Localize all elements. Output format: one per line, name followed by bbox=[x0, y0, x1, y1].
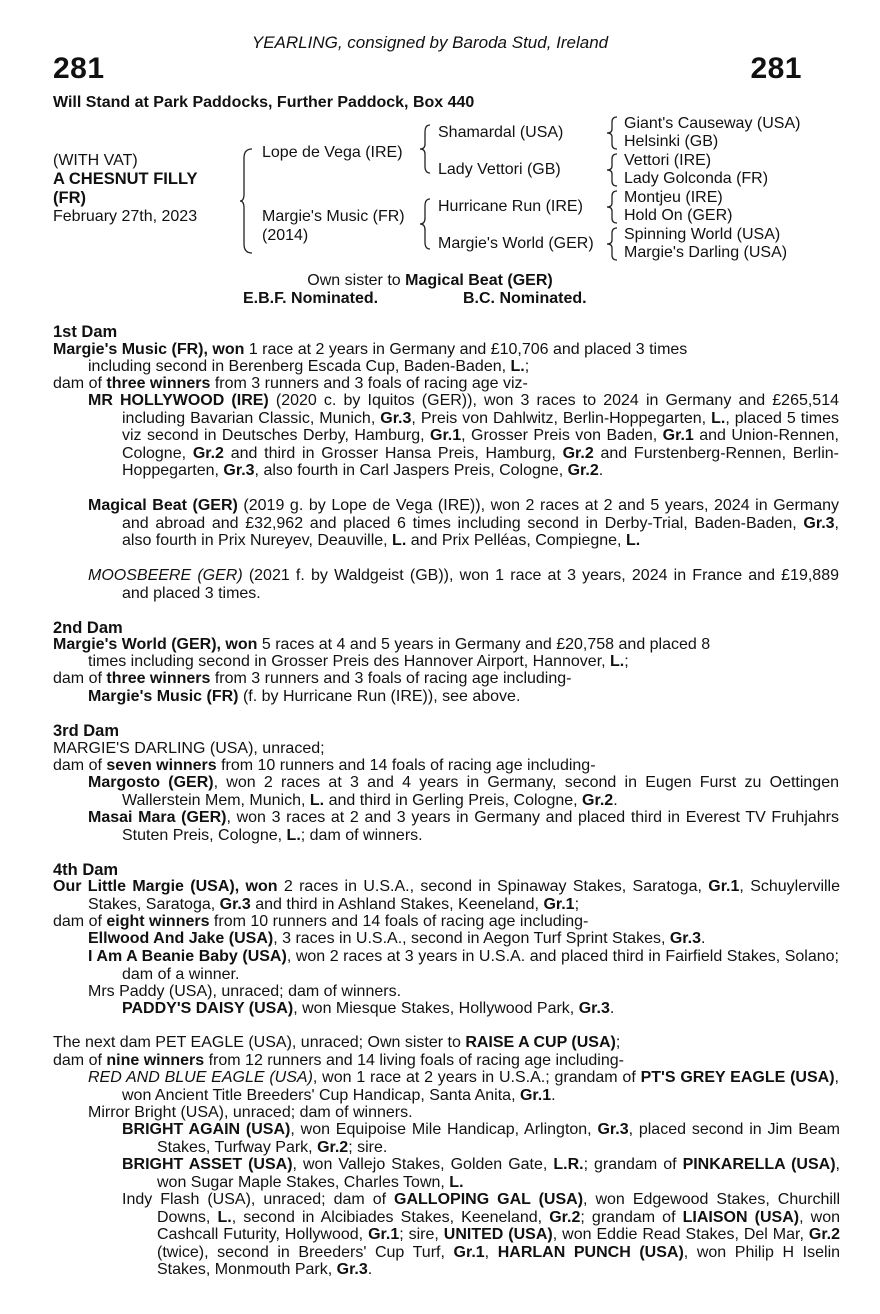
next-dam-produce-summary: dam of nine winners from 12 runners and 14 living foals of racing age including- bbox=[53, 1052, 624, 1069]
pedigree-brace-sd bbox=[607, 153, 619, 187]
dam-sire: Hurricane Run (IRE) bbox=[438, 198, 583, 215]
sire-dam: Lady Vettori (GB) bbox=[438, 161, 561, 178]
ped-dsd: Hold On (GER) bbox=[624, 207, 733, 224]
fourth-dam-produce-summary: dam of eight winners from 10 runners and 14 foals of racing age including- bbox=[53, 913, 589, 930]
fourth-dam-line: Our Little Margie (USA), won 2 races in U.S.A., second in Spinaway Stakes, Saratoga, Gr.1, Schuylerville Stakes, Saratoga, Gr.3 and third in Ashland Stakes, Keeneland, Gr.1; bbox=[53, 878, 841, 913]
ebf-note: E.B.F. Nominated. bbox=[243, 290, 379, 307]
produce-mirror-bright: Mirror Bright (USA), unraced; dam of winners. bbox=[88, 1104, 413, 1121]
consignor-line: YEARLING, consigned by Baroda Stud, Ireland bbox=[251, 33, 609, 52]
pedigree-brace-ds bbox=[607, 190, 619, 224]
produce-margosto: Margosto (GER), won 2 races at 3 and 4 years in Germany, second in Eugen Furst zu Oettingen Wallerstein Mem, Munich, L. and third in Gerling Preis, Cologne, Gr.2. bbox=[88, 774, 840, 809]
third-dam-produce-summary: dam of seven winners from 10 runners and 14 foals of racing age including- bbox=[53, 757, 596, 774]
next-dam-line: The next dam PET EAGLE (USA), unraced; Own sister to RAISE A CUP (USA); bbox=[53, 1034, 621, 1051]
fourth-dam-heading: 4th Dam bbox=[53, 861, 119, 879]
produce-masai-mara: Masai Mara (GER), won 3 races at 2 and 3 years in Germany and placed third in Everest TV Fruhjahrs Stuten Preis, Cologne, L.; dam of winners. bbox=[88, 809, 840, 844]
dam-dam: Margie's World (GER) bbox=[438, 235, 594, 252]
first-dam-produce-summary: dam of three winners from 3 runners and 3 foals of racing age viz- bbox=[53, 375, 528, 392]
produce-bright-again: BRIGHT AGAIN (USA), won Equipoise Mile Handicap, Arlington, Gr.3, placed second in Jim Beam Stakes, Turfway Park, Gr.2; sire. bbox=[122, 1121, 841, 1156]
produce-i-am-a-beanie-baby: I Am A Beanie Baby (USA), won 2 races at 3 years in U.S.A. and placed third in Fairfield Stakes, Solano; dam of a winner. bbox=[88, 948, 839, 983]
produce-paddys-daisy: PADDY'S DAISY (USA), won Miesque Stakes, Hollywood Park, Gr.3. bbox=[122, 1000, 615, 1017]
ped-dds: Spinning World (USA) bbox=[624, 226, 781, 243]
pedigree-brace-main bbox=[240, 148, 254, 254]
pedigree-brace-dd bbox=[607, 227, 619, 261]
lot-number-right: 281 bbox=[750, 52, 802, 85]
produce-bright-asset: BRIGHT ASSET (USA), won Vallejo Stakes, Golden Gate, L.R.; grandam of PINKARELLA (USA), won Sugar Maple Stakes, Charles Town, L. bbox=[122, 1156, 840, 1191]
pedigree-brace-ss bbox=[607, 116, 619, 150]
ped-ddd: Margie's Darling (USA) bbox=[624, 244, 788, 261]
sire-name: Lope de Vega (IRE) bbox=[262, 144, 403, 161]
produce-mrs-paddy: Mrs Paddy (USA), unraced; dam of winners. bbox=[88, 983, 402, 1000]
sire-sire: Shamardal (USA) bbox=[438, 124, 564, 141]
horse-name-country: (FR) bbox=[53, 189, 86, 207]
ped-ssd: Helsinki (GB) bbox=[624, 133, 719, 150]
produce-margies-music: Margie's Music (FR) (f. by Hurricane Run (IRE)), see above. bbox=[88, 688, 521, 705]
produce-ellwood-and-jake: Ellwood And Jake (USA), 3 races in U.S.A., second in Aegon Turf Sprint Stakes, Gr.3. bbox=[88, 930, 706, 947]
ped-dss: Montjeu (IRE) bbox=[624, 189, 723, 206]
pedigree-brace-dam bbox=[420, 198, 432, 250]
second-dam-line: Margie's World (GER), won 5 races at 4 and 5 years in Germany and £20,758 and placed 8 bbox=[53, 636, 711, 653]
foaling-date: February 27th, 2023 bbox=[53, 208, 198, 225]
first-dam-heading: 1st Dam bbox=[53, 323, 118, 341]
ped-sds: Vettori (IRE) bbox=[624, 152, 712, 169]
first-dam-line: Margie's Music (FR), won 1 race at 2 years in Germany and £10,706 and placed 3 times bbox=[53, 341, 688, 358]
produce-mr-hollywood: MR HOLLYWOOD (IRE) (2020 c. by Iquitos (GER)), won 3 races to 2024 in Germany and £265,514 including Bavarian Classic, Munich, Gr.3, Preis von Dahlwitz, Berlin-Hoppegarten, L., placed 5 times viz second in Deutsches Derby, Hamburg, Gr.1, Grosser Preis von Baden, Gr.1 and Union-Rennen, Cologne, Gr.2 and third in Grosser Hansa Preis, Hamburg, Gr.2 and Furstenberg-Rennen, Berlin-Hoppegarten, Gr.3, also fourth in Carl Jaspers Preis, Cologne, Gr.2. bbox=[88, 392, 840, 479]
dam-year: (2014) bbox=[262, 227, 309, 244]
second-dam-heading: 2nd Dam bbox=[53, 619, 123, 637]
produce-magical-beat: Magical Beat (GER) (2019 g. by Lope de Vega (IRE)), won 2 races at 2 and 5 years, 2024 in Germany and abroad and £32,962 and placed 6 times including second in Derby-Trial, Baden-Baden, Gr.3, also fourth in Prix Nureyev, Deauville, L. and Prix Pelléas, Compiegne, L. bbox=[88, 497, 840, 549]
second-dam-produce-summary: dam of three winners from 3 runners and 3 foals of racing age including- bbox=[53, 670, 572, 687]
second-dam-line2: times including second in Grosser Preis des Hannover Airport, Hannover, L.; bbox=[88, 653, 629, 670]
third-dam-line: MARGIE'S DARLING (USA), unraced; bbox=[53, 740, 325, 757]
stand-location: Will Stand at Park Paddocks, Further Paddock, Box 440 bbox=[53, 94, 475, 111]
ped-sdd: Lady Golconda (FR) bbox=[624, 170, 769, 187]
ped-sss: Giant's Causeway (USA) bbox=[624, 115, 801, 132]
first-dam-line2: including second in Berenberg Escada Cup, Baden-Baden, L.; bbox=[88, 358, 530, 375]
horse-name: A CHESNUT FILLY bbox=[53, 170, 198, 188]
produce-moosbeere: MOOSBEERE (GER) (2021 f. by Waldgeist (GB)), won 1 race at 3 years, 2024 in France and £19,889 and placed 3 times. bbox=[88, 567, 839, 602]
produce-red-and-blue-eagle: RED AND BLUE EAGLE (USA), won 1 race at 2 years in U.S.A.; grandam of PT'S GREY EAGLE (USA), won Ancient Title Breeders' Cup Handicap, Santa Anita, Gr.1. bbox=[88, 1069, 839, 1104]
vat-note: (WITH VAT) bbox=[53, 152, 138, 169]
produce-indy-flash: Indy Flash (USA), unraced; dam of GALLOPING GAL (USA), won Edgewood Stakes, Churchill Downs, L., second in Alcibiades Stakes, Keeneland, Gr.2; grandam of LIAISON (USA), won Cashcall Futurity, Hollywood, Gr.1; sire, UNITED (USA), won Eddie Read Stakes, Del Mar, Gr.2 (twice), second in Breeders' Cup Turf, Gr.1, HARLAN PUNCH (USA), won Philip H Iselin Stakes, Monmouth Park, Gr.3. bbox=[122, 1191, 841, 1278]
bc-note: B.C. Nominated. bbox=[463, 290, 587, 307]
lot-number-left: 281 bbox=[53, 52, 105, 85]
third-dam-heading: 3rd Dam bbox=[53, 722, 120, 740]
dam-name: Margie's Music (FR) bbox=[262, 208, 405, 225]
pedigree-brace-sire bbox=[420, 124, 432, 174]
own-sister-note: Own sister to Magical Beat (GER) bbox=[307, 272, 553, 289]
